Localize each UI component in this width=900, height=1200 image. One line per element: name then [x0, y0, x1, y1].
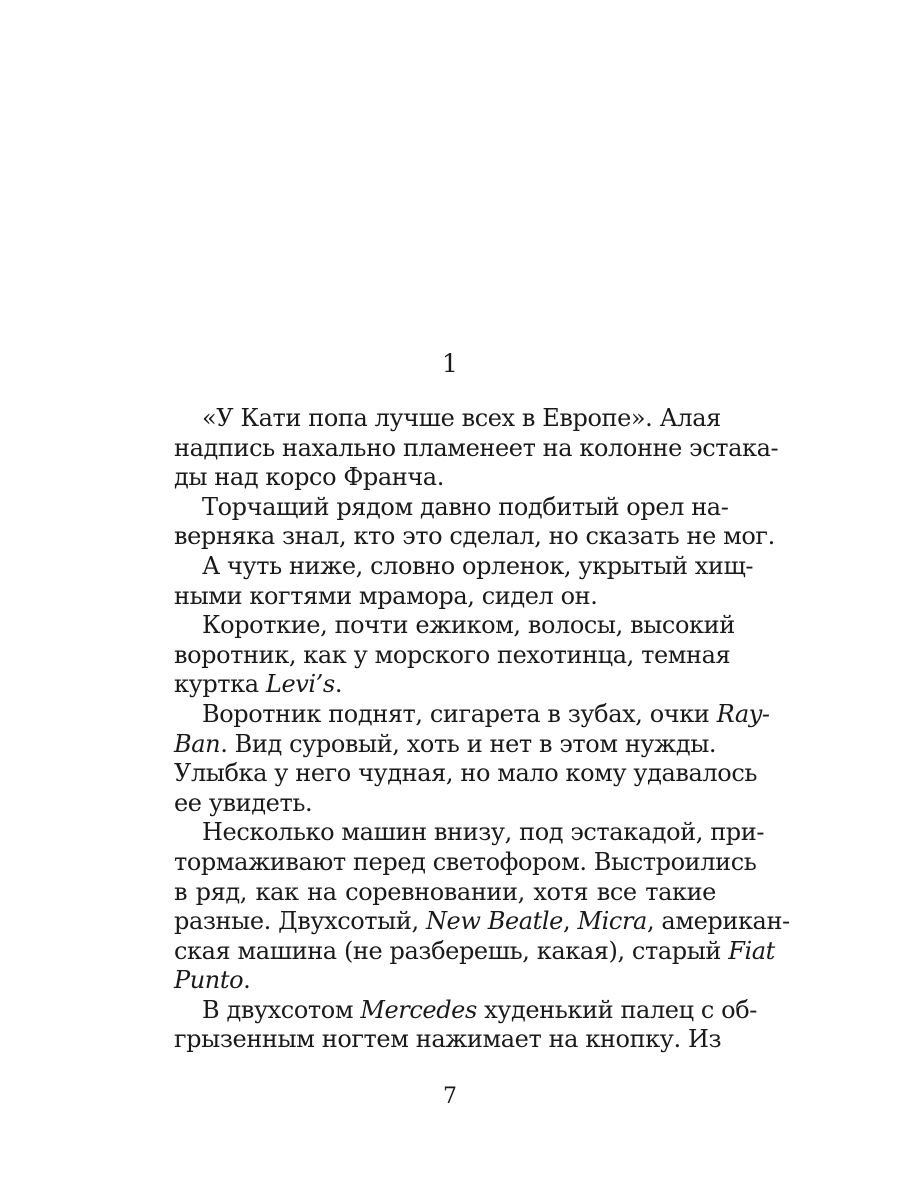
car-model: New Beatle	[425, 907, 563, 936]
text-line: Несколько машин внизу, под эстакадой, при-	[202, 818, 765, 847]
text-line: Ban. Вид суровый, хоть и нет в этом нужды.	[174, 729, 717, 758]
brand-name: Ray-	[716, 699, 770, 728]
chapter-number: 1	[442, 349, 458, 378]
text-line: ская машина (не разберешь, какая), старый Fiat	[174, 936, 775, 965]
text-line: В двухсотом Mercedes худенький палец с об-	[202, 995, 757, 1024]
paragraph-4	[174, 611, 735, 700]
text-line: «У Кати попа лучше всех в Европе». Алая	[202, 404, 721, 432]
body-text	[174, 404, 790, 1055]
text-line: Воротник поднят, сигарета в зубах, очки Ray-	[202, 699, 770, 728]
paragraph-2	[174, 492, 775, 552]
text-line: Короткие, почти ежиком, волосы, высокий	[202, 611, 735, 640]
text-line: А чуть ниже, словно орленок, укрытый хищ-	[202, 551, 754, 580]
text-line: тормаживают перед светофором. Выстроились	[174, 847, 757, 876]
text-line: Торчащий рядом давно подбитый орел на-	[202, 492, 729, 521]
page-number: 7	[443, 1084, 457, 1109]
paragraph-1	[174, 404, 779, 493]
text-line: грызенным ногтем нажимает на кнопку. Из	[174, 1025, 722, 1054]
car-model: Fiat	[728, 936, 775, 965]
paragraph-3	[174, 551, 754, 611]
car-model: Micra	[577, 907, 647, 936]
car-model: Punto	[174, 966, 244, 995]
text-line: в ряд, как на соревновании, хотя все такие	[174, 877, 716, 906]
text-line: ее увидеть.	[174, 788, 313, 817]
text-line: ды над корсо Франча.	[174, 463, 444, 492]
paragraph-7	[174, 995, 757, 1055]
car-model: Mercedes	[360, 995, 477, 1024]
brand-name: Levi’s	[265, 670, 335, 699]
paragraph-6	[174, 818, 790, 996]
text-line: разные. Двухсотый, New Beatle, Micra, американ-	[174, 907, 790, 936]
text-line: верняка знал, кто это сделал, но сказать не мог.	[174, 522, 775, 551]
paragraph-5	[174, 699, 770, 818]
text-line: воротник, как у морского пехотинца, темная	[174, 640, 731, 669]
text-line: куртка Levi’s.	[174, 670, 343, 699]
brand-name: Ban	[174, 729, 221, 758]
text-line: Улыбка у него чудная, но мало кому удавалось	[174, 759, 758, 788]
text-line: ными когтями мрамора, сидел он.	[174, 581, 598, 610]
text-line: Punto.	[174, 966, 251, 995]
text-line: надпись нахально пламенеет на колонне эстака-	[174, 433, 779, 462]
